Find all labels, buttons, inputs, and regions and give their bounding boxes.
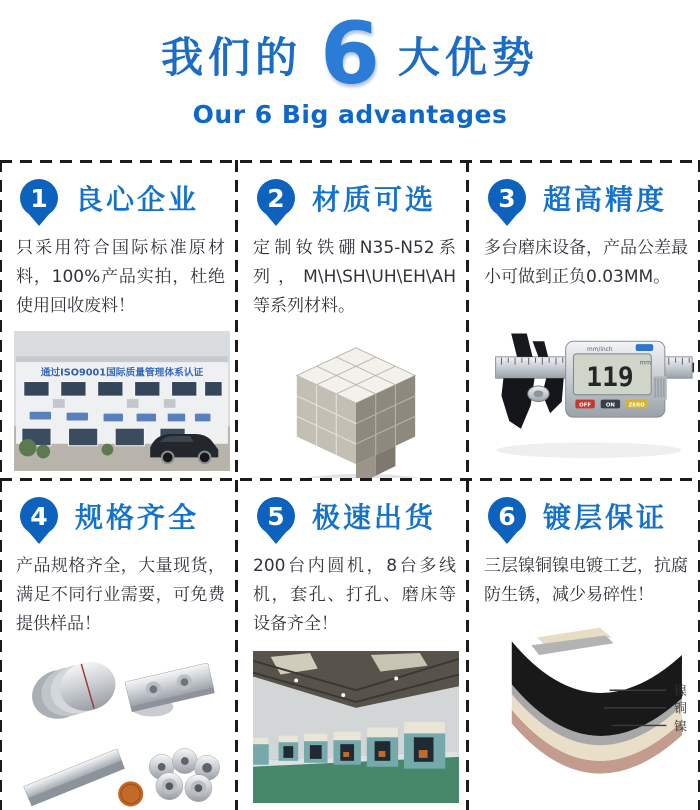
advantage-card-2 [237, 160, 468, 478]
stacked-disc-magnets [26, 655, 121, 725]
coating-layers-illustration [482, 612, 700, 790]
ring-magnets [149, 748, 220, 801]
page-title [0, 4, 700, 104]
dashed-divider-top [0, 160, 700, 163]
dashed-divider-col2 [466, 160, 469, 810]
caliper-upper-jaw [511, 333, 532, 356]
advantage-title: 镀层保证 [543, 501, 668, 534]
layer-label-copper: 铜 [674, 700, 687, 716]
title-big-number: 6 [320, 4, 380, 104]
caliper-buttons [575, 400, 647, 409]
coating-layers-diagram [482, 612, 690, 790]
title-suffix: 大优势 [397, 32, 539, 82]
badge-number: 1 [30, 183, 48, 213]
card-3-header [488, 174, 690, 222]
number-pin-badge [20, 179, 58, 217]
card-2-header [257, 174, 458, 222]
card-6-header [488, 492, 690, 540]
badge-number: 2 [267, 183, 285, 213]
workshop-machines-photo [253, 651, 458, 803]
advantage-title: 极速出货 [312, 501, 437, 534]
advantage-description: 多台磨床设备，产品公差最小可做到正负0.03MM。 [484, 238, 688, 287]
number-pin-badge [488, 179, 526, 217]
page-subtitle: Our 6 Big advantages [192, 99, 508, 129]
building-sign-text: 通过ISO9001国际质量管理体系认证 [40, 367, 204, 379]
copper-coin [118, 781, 143, 806]
advantage-title: 良心企业 [75, 183, 200, 216]
advantage-description: 定制钕铁硼N35-N52系列，M\H\SH\UH\EH\AH等系列材料。 [253, 238, 456, 316]
advantage-card-4 [0, 478, 237, 810]
lcd-unit: mm [639, 360, 651, 367]
advantages-grid [0, 160, 700, 810]
magnet-cube-photo [251, 321, 458, 478]
advantage-title: 规格齐全 [75, 501, 200, 534]
advantage-description: 产品规格齐全，大量现货，满足不同行业需要，可免费提供样品！ [16, 556, 225, 634]
caliper-lower-jaw-fixed [501, 378, 534, 429]
card-5-header [257, 492, 458, 540]
factory-building-photo [14, 331, 223, 471]
card-4-header [20, 492, 227, 540]
dashed-divider-middle [0, 478, 700, 481]
number-pin-badge [257, 179, 295, 217]
advantage-title: 材质可选 [312, 183, 437, 216]
lcd-reading: 119 [586, 363, 634, 393]
advantage-description: 三层镍铜镍电镀工艺，抗腐防生锈，减少易碎性！ [484, 556, 688, 605]
page-header [0, 0, 700, 160]
svg-text:OFF: OFF [579, 402, 592, 409]
factory-building-illustration [14, 331, 230, 471]
advantage-card-1 [0, 160, 237, 478]
bar-magnet [24, 749, 125, 806]
advantage-card-3 [468, 160, 700, 478]
badge-number: 5 [267, 501, 285, 531]
magnet-assortment-photo [14, 645, 227, 810]
dashed-divider-left-edge [0, 160, 2, 810]
badge-number: 6 [498, 501, 516, 531]
number-pin-badge [257, 497, 295, 535]
digital-caliper-illustration [482, 308, 696, 464]
svg-text:ON: ON [605, 402, 615, 409]
svg-text:ZERO: ZERO [628, 402, 645, 409]
advantage-description: 只采用符合国际标准原材料，100%产品实拍，杜绝使用回收废料！ [16, 238, 225, 316]
dashed-divider-col1 [235, 160, 238, 810]
svg-text:mm/inch: mm/inch [587, 346, 613, 353]
workshop-illustration [253, 651, 459, 803]
card-1-header [20, 174, 227, 222]
layer-label-nickel-top: 镍 [674, 683, 687, 699]
caliper-blue-button [636, 344, 654, 351]
magnet-assortment-illustration [14, 645, 230, 810]
advantage-card-6 [468, 478, 700, 810]
title-prefix: 我们的 [161, 32, 303, 82]
digital-caliper-photo [482, 308, 690, 464]
advantage-title: 超高精度 [543, 183, 668, 216]
badge-number: 3 [498, 183, 516, 213]
layer-label-nickel-bottom: 镍 [674, 718, 687, 734]
magnet-cube-illustration [251, 321, 461, 478]
number-pin-badge [488, 497, 526, 535]
badge-number: 4 [30, 501, 48, 531]
advantage-description: 200台内圆机，8台多线机，套孔、打孔、磨床等设备齐全！ [253, 556, 456, 634]
number-pin-badge [20, 497, 58, 535]
advantage-card-5 [237, 478, 468, 810]
